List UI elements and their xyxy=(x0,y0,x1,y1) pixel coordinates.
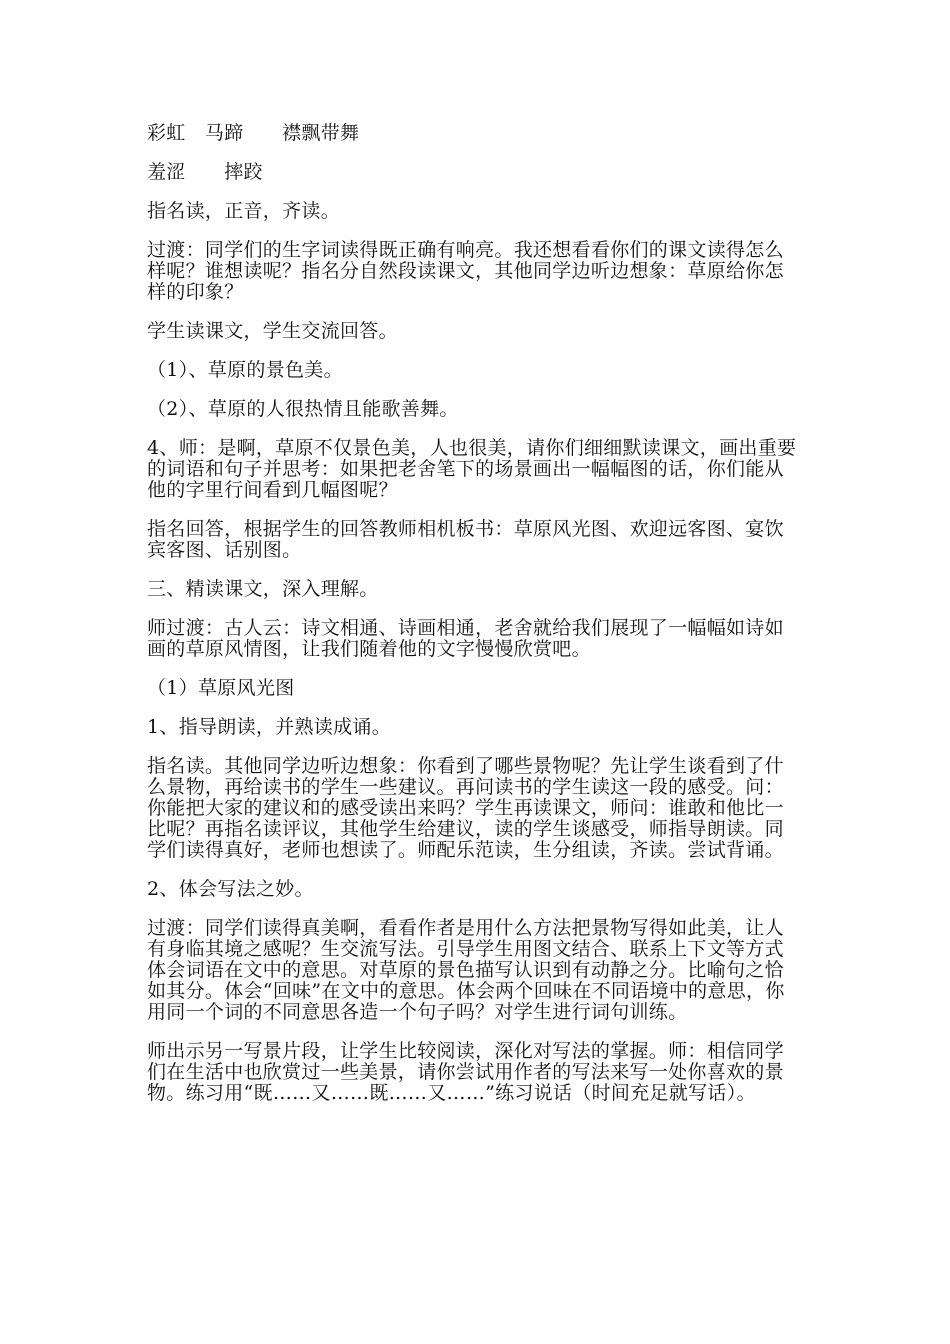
subheading-grassland-scenery: （1）草原风光图 xyxy=(147,677,295,699)
paragraph-writing-exercise: 师出示另一写景片段，让学生比较阅读，深化对写法的掌握。师：相信同学们在生活中也欣赏过一些美景，请你尝试用作者的写法来写一处你喜欢的景物。练习用“既……又……既……又……”练习说话（时间充足就写话）。 xyxy=(147,1040,784,1104)
paragraph-student-reading: 学生读课文，学生交流回答。 xyxy=(147,320,398,342)
list-item-scenery: （1）、草原的景色美。 xyxy=(147,359,343,381)
section-heading-3: 三、精读课文，深入理解。 xyxy=(147,578,379,600)
paragraph-writing-method: 过渡：同学们读得真美啊，看看作者是用什么方法把景物写得如此美，让人有身临其境之感呢？生交流写法。引导学生用图文结合、联系上下文等方式体会词语在文中的意思。对草原的景色描写认识到有动静之分。比喻句之恰如其分。体会“回味”在文中的意思。体会两个回味在不同语境中的意思，你用同一个词的不同意思各造一个句子吗？对学生进行词句训练。 xyxy=(147,917,785,1023)
paragraph-teacher-transition: 师过渡：古人云：诗文相通、诗画相通，老舍就给我们展现了一幅幅如诗如画的草原风情图，让我们随着他的文字慢慢欣赏吧。 xyxy=(147,617,784,660)
paragraph-step-1: 1、指导朗读，并熟读成诵。 xyxy=(147,716,391,738)
list-item-people: （2）、草原的人很热情且能歌善舞。 xyxy=(147,398,459,420)
vocabulary-row-2: 羞涩 摔跤 xyxy=(147,161,263,183)
paragraph-transition-1: 过渡：同学们的生字词读得既正确有响亮。我还想看看你们的课文读得怎么样呢？谁想读呢？指名分自然段读课文，其他同学边听边想象：草原给你怎样的印象？ xyxy=(147,239,784,303)
paragraph-step-2: 2、体会写法之妙。 xyxy=(147,878,314,900)
vocabulary-row-1: 彩虹 马蹄 襟飘带舞 xyxy=(147,122,360,144)
document-body xyxy=(147,123,797,1122)
paragraph-read-aloud: 指名读，正音，齐读。 xyxy=(147,200,341,222)
paragraph-step-4: 4、师：是啊，草原不仅景色美，人也很美，请你们细细默读课文，画出重要的词语和句子并思考：如果把老舍笔下的场景画出一幅幅图的话，你们能从他的字里行间看到几幅图呢？ xyxy=(147,437,797,501)
paragraph-board-writing: 指名回答，根据学生的回答教师相机板书：草原风光图、欢迎远客图、宴饮宾客图、话别图。 xyxy=(147,518,784,561)
paragraph-reading-practice: 指名读。其他同学边听边想象：你看到了哪些景物呢？先让学生谈看到了什么景物，再给读书的学生一些建议。再问读书的学生读这一段的感受。问：你能把大家的建议和的感受读出来吗？学生再读课文，师问：谁敢和他比一比呢？再指名读评议，其他学生给建议，读的学生谈感受，师指导朗读。同学们读得真好，老师也想读了。师配乐范读，生分组读，齐读。尝试背诵。 xyxy=(147,755,784,861)
